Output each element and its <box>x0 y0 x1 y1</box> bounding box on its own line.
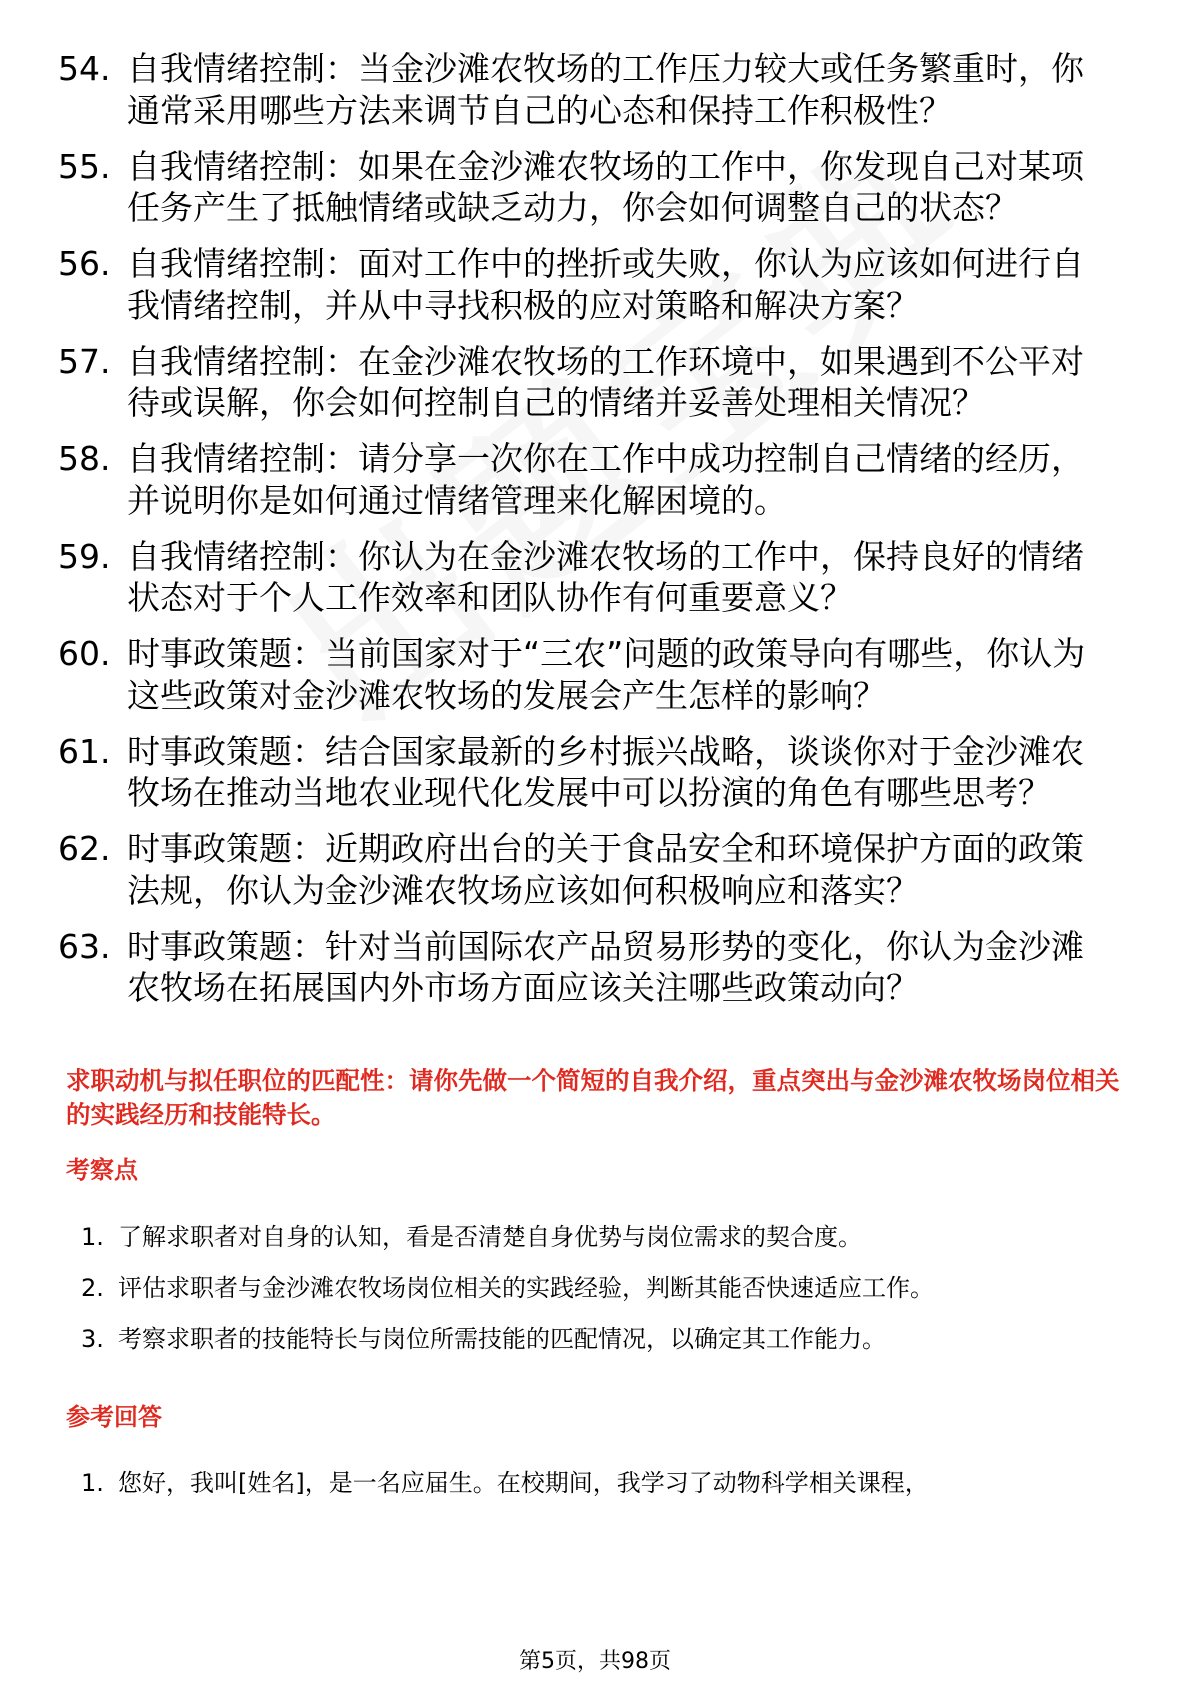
question-item <box>0 731 1112 814</box>
question-number: 56. <box>58 244 111 283</box>
point-number: 3. <box>81 1325 104 1353</box>
question-item <box>0 48 1112 131</box>
question-number: 59. <box>58 536 111 576</box>
question-item <box>0 243 1112 326</box>
question-item <box>0 536 1112 619</box>
point-text: 考察求职者的技能特长与岗位所需技能的匹配情况，以确定其工作能力。 <box>118 1325 886 1353</box>
answer-item <box>0 1467 1190 1499</box>
question-item <box>0 926 1112 1009</box>
page-footer: 第5页，共98页 <box>519 1649 671 1674</box>
question-item <box>0 828 1112 911</box>
question-number: 62. <box>58 829 111 868</box>
question-number: 54. <box>58 49 111 88</box>
question-text: 自我情绪控制：在金沙滩农牧场的工作环境中，如果遇到不公平对待或误解，你会如何控制自己的情绪并妥善处理相关情况？ <box>127 341 1084 422</box>
question-text: 时事政策题：当前国家对于“三农”问题的政策导向有哪些，你认为这些政策对金沙滩农牧场的发展会产生怎样的影响？ <box>127 634 1086 715</box>
assessment-point <box>0 1272 1190 1304</box>
question-text: 自我情绪控制：如果在金沙滩农牧场的工作中，你发现自己对某项任务产生了抵触情绪或缺乏动力，你会如何调整自己的状态？ <box>127 146 1084 227</box>
section-heading: 求职动机与拟任职位的匹配性：请你先做一个简短的自我介绍，重点突出与金沙滩农牧场岗位相关的实践经历和技能特长。 <box>66 1066 1120 1129</box>
point-text: 评估求职者与金沙滩农牧场岗位相关的实践经验，判断其能否快速适应工作。 <box>118 1274 934 1302</box>
question-text: 时事政策题：结合国家最新的乡村振兴战略，谈谈你对于金沙滩农牧场在推动当地农业现代化发展中可以扮演的角色有哪些思考？ <box>127 731 1084 812</box>
point-text: 了解求职者对自身的认知，看是否清楚自身优势与岗位需求的契合度。 <box>118 1223 862 1251</box>
question-item <box>0 438 1112 521</box>
answer-number: 1. <box>81 1469 104 1497</box>
question-item <box>0 146 1112 229</box>
points-title: 考察点 <box>66 1156 138 1184</box>
question-text: 自我情绪控制：你认为在金沙滩农牧场的工作中，保持良好的情绪状态对于个人工作效率和团队协作有何重要意义？ <box>127 536 1084 617</box>
question-text: 自我情绪控制：请分享一次你在工作中成功控制自己情绪的经历，并说明你是如何通过情绪管理来化解困境的。 <box>127 439 1084 520</box>
question-number: 57. <box>58 341 111 381</box>
question-item <box>0 341 1112 424</box>
question-number: 60. <box>58 634 111 673</box>
answer-list <box>0 1467 1190 1518</box>
question-number: 61. <box>58 731 111 771</box>
answer-title: 参考回答 <box>66 1403 162 1431</box>
question-list <box>0 48 1190 1023</box>
answer-text: 您好，我叫[姓名]，是一名应届生。在校期间，我学习了动物科学相关课程， <box>118 1469 929 1497</box>
question-number: 63. <box>58 926 111 966</box>
question-number: 58. <box>58 439 111 478</box>
point-number: 2. <box>81 1274 104 1302</box>
assessment-points-list <box>0 1221 1190 1374</box>
question-text: 自我情绪控制：面对工作中的挫折或失败，你认为应该如何进行自我情绪控制，并从中寻找积极的应对策略和解决方案？ <box>127 244 1084 325</box>
question-text: 自我情绪控制：当金沙滩农牧场的工作压力较大或任务繁重时，你通常采用哪些方法来调节自己的心态和保持工作积极性？ <box>127 49 1084 130</box>
assessment-point <box>0 1221 1190 1253</box>
point-number: 1. <box>81 1223 104 1251</box>
question-text: 时事政策题：近期政府出台的关于食品安全和环境保护方面的政策法规，你认为金沙滩农牧场应该如何积极响应和落实？ <box>127 829 1084 910</box>
question-item <box>0 633 1112 716</box>
assessment-point <box>0 1323 1190 1355</box>
question-number: 55. <box>58 146 111 186</box>
question-text: 时事政策题：针对当前国际农产品贸易形势的变化，你认为金沙滩农牧场在拓展国内外市场方面应该关注哪些政策动向？ <box>127 926 1084 1007</box>
